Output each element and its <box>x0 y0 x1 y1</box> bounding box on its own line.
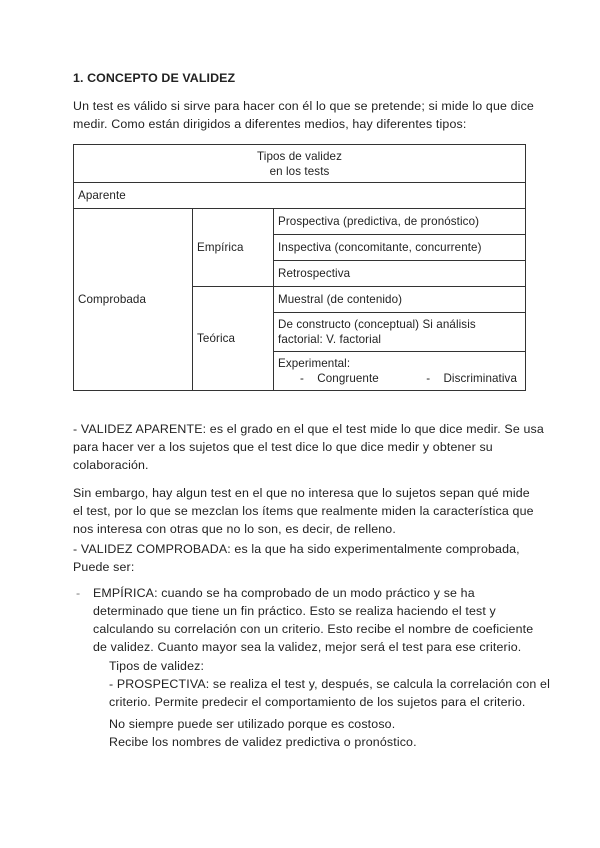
cell-prospectiva: Prospectiva (predictiva, de pronóstico) <box>274 209 526 235</box>
sub-item-congruente: - Congruente <box>300 372 379 385</box>
para-comprobada-line: Puede ser: <box>73 560 135 574</box>
bullet-dash: - <box>76 586 81 600</box>
para-sin-embargo-line: nos interesa con otras que no lo son, es decir, de relleno. <box>73 522 396 536</box>
para-empirica-line: determinado que tiene un fin práctico. Esto se realiza haciendo el test y <box>93 604 496 618</box>
cell-empirica: Empírica <box>193 209 274 287</box>
cell-line: Experimental: <box>278 357 351 370</box>
para-sin-embargo-line: Sin embargo, hay algun test en el que no interesa que lo sujetos sepan qué mide <box>73 486 530 500</box>
para-empirica-line: de validez. Cuanto mayor sea la validez, mejor será el test para ese criterio. <box>93 640 522 654</box>
cell-inspectiva: Inspectiva (concomitante, concurrente) <box>274 235 526 261</box>
cell-teorica: Teórica <box>193 287 274 391</box>
table-header <box>74 145 526 183</box>
cell-muestral: Muestral (de contenido) <box>274 287 526 313</box>
cell-comprobada: Comprobada <box>74 209 193 391</box>
section-title: 1. CONCEPTO DE VALIDEZ <box>73 71 236 85</box>
para-costoso-line: No siempre puede ser utilizado porque es costoso. <box>109 717 396 731</box>
cell-retrospectiva: Retrospectiva <box>274 261 526 287</box>
para-costoso-line: Recibe los nombres de validez predictiva o pronóstico. <box>109 735 417 749</box>
intro-line: Un test es válido si sirve para hacer con él lo que se pretende; si mide lo que dice <box>73 99 534 113</box>
cell-line: factorial: V. factorial <box>278 333 382 346</box>
para-empirica-line: calculando su correlación con un criterio. Esto recibe el nombre de coeficiente <box>93 622 534 636</box>
validity-types-table <box>73 144 526 391</box>
para-tipos-line: criterio. Permite predecir el comportamiento de los sujetos para el criterio. <box>109 695 526 709</box>
para-empirica-line: EMPÍRICA: cuando se ha comprobado de un modo práctico y se ha <box>93 586 475 600</box>
sub-item-discriminativa: - Discriminativa <box>426 372 517 385</box>
para-aparente-line: - VALIDEZ APARENTE: es el grado en el que el test mide lo que dice medir. Se usa <box>73 422 544 436</box>
para-tipos-line: - PROSPECTIVA: se realiza el test y, después, se calcula la correlación con el <box>109 677 550 691</box>
header-line: en los tests <box>269 164 330 178</box>
para-comprobada-line: - VALIDEZ COMPROBADA: es la que ha sido experimentalmente comprobada, <box>73 542 520 556</box>
intro-line: medir. Como están dirigidos a diferentes medios, hay diferentes tipos: <box>73 117 467 131</box>
para-aparente-line: colaboración. <box>73 458 149 472</box>
cell-line: De constructo (conceptual) Si análisis <box>278 318 476 331</box>
cell-aparente: Aparente <box>74 183 526 209</box>
header-line: Tipos de validez <box>257 149 342 163</box>
para-aparente-line: para hacer ver a los sujetos que el test dice lo que dice medir y obtener su <box>73 440 493 454</box>
para-tipos-line: Tipos de validez: <box>109 659 205 673</box>
cell-experimental <box>274 352 526 391</box>
para-sin-embargo-line: el test, por lo que se mezclan los ítems que realmente miden la característica que <box>73 504 534 518</box>
cell-constructo <box>274 313 526 352</box>
